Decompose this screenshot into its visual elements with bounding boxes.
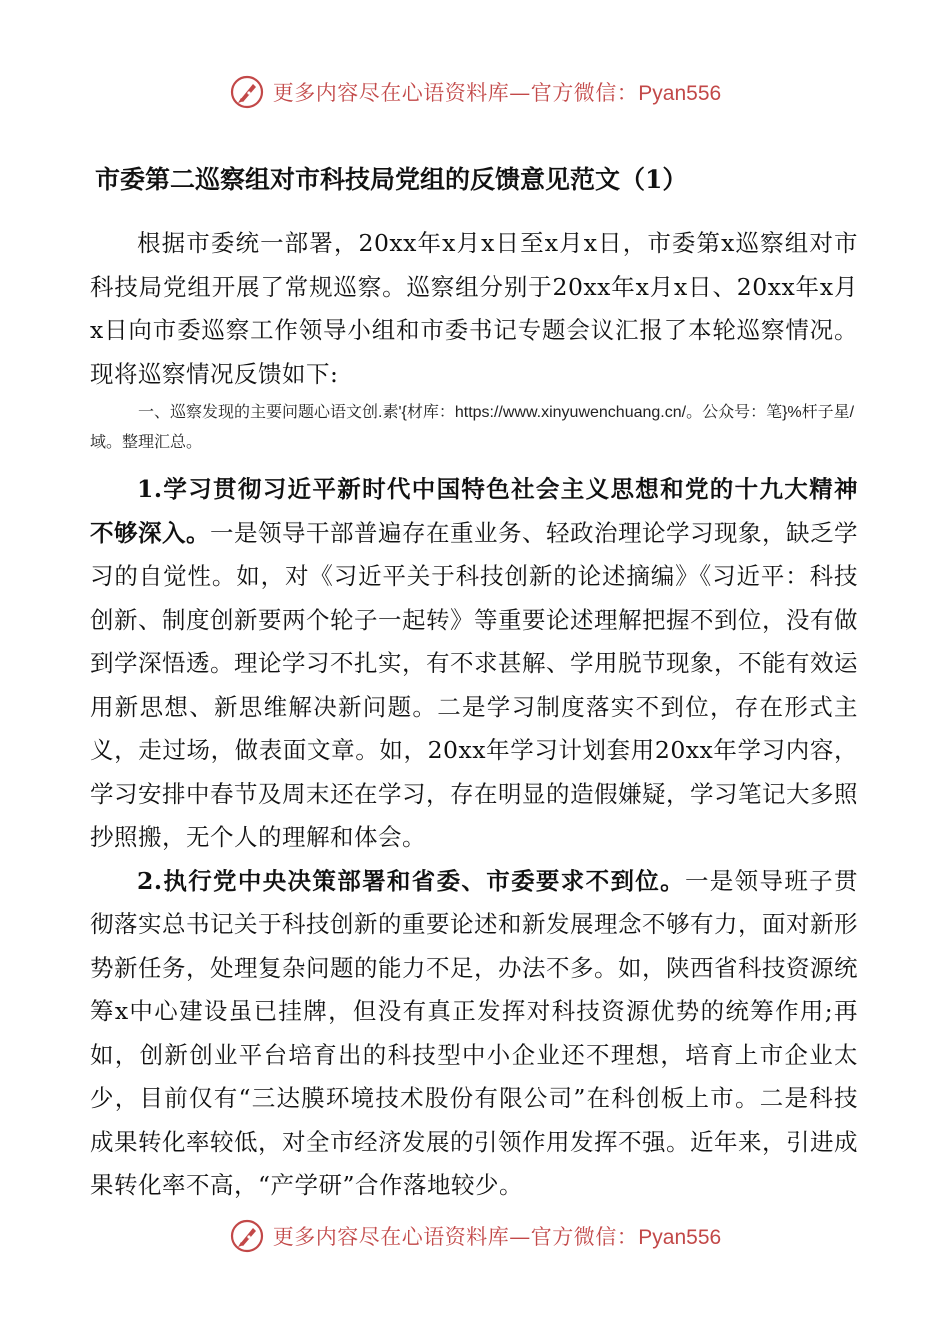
pen-nib-logo-icon	[229, 74, 265, 110]
watermark-banner-bottom	[0, 1216, 950, 1256]
problem-item-body: 一是领导班子贯彻落实总书记关于科技创新的重要论述和新发展理念不够有力，面对新形势新任务，处理复杂问题的能力不足，办法不多。如，陕西省科技资源统筹x中心建设虽已挂牌，但没有真正发挥对科技资源优势的统筹作用;再如，创新创业平台培育出的科技型中小企业还不理想，培育上市企业太少，目前仅有“三达膜环境技术股份有限公司”在科创板上市。二是科技成果转化率较低，对全市经济发展的引领作用发挥不强。近年来，引进成果转化率不高，“产学研”合作落地较少。	[90, 866, 858, 1199]
watermark-text: 更多内容尽在心语资料库—官方微信：Pyan556	[272, 81, 722, 105]
document-title: 市委第二巡察组对市科技局党组的反馈意见范文（1）	[95, 165, 688, 194]
problem-item-2	[90, 860, 858, 1208]
watermark-banner-top	[0, 72, 950, 112]
wechat-id: Pyan556	[638, 82, 722, 105]
intro-paragraph: 根据市委统一部署，20xx年x月x日至x月x日，市委第x巡察组对市科技局党组开展了常规巡察。巡察组分别于20xx年x月x日、20xx年x月x日向市委巡察工作领导小组和市委书记专题会议汇报了本轮巡察情况。现将巡察情况反馈如下:	[90, 229, 858, 388]
problem-item-heading: 2.执行党中央决策部署和省委、市委要求不到位。	[137, 866, 685, 895]
watermark-text: 更多内容尽在心语资料库—官方微信：Pyan556	[272, 1225, 722, 1249]
problem-item-1	[90, 468, 858, 860]
pen-nib-logo-icon	[229, 1218, 265, 1254]
problem-item-heading: 1.学习贯彻习近平新时代中国特色社会主义思想和党的十九大精神不够深入。	[90, 475, 858, 547]
section-heading-note: 一、巡察发现的主要问题心语文创.素'{材库：https://www.xinyuwenchuang.cn/。公众号：笔}%杆子星/域。整理汇总。	[90, 404, 855, 451]
document-body	[90, 222, 858, 1208]
problem-item-body: 一是领导干部普遍存在重业务、轻政治理论学习现象，缺乏学习的自觉性。如，对《习近平关于科技创新的论述摘编》《习近平：科技创新、制度创新要两个轮子一起转》等重要论述理解把握不到位，没有做到学深悟透。理论学习不扎实，有不求甚解、学用脱节现象，不能有效运用新思想、新思维解决新问题。二是学习制度落实不到位，存在形式主义，走过场，做表面文章。如，20xx年学习计划套用20xx年学习内容，学习安排中春节及周末还在学习，存在明显的造假嫌疑，学习笔记大多照抄照搬，无个人的理解和体会。	[90, 518, 858, 851]
wechat-id: Pyan556	[638, 1226, 722, 1249]
